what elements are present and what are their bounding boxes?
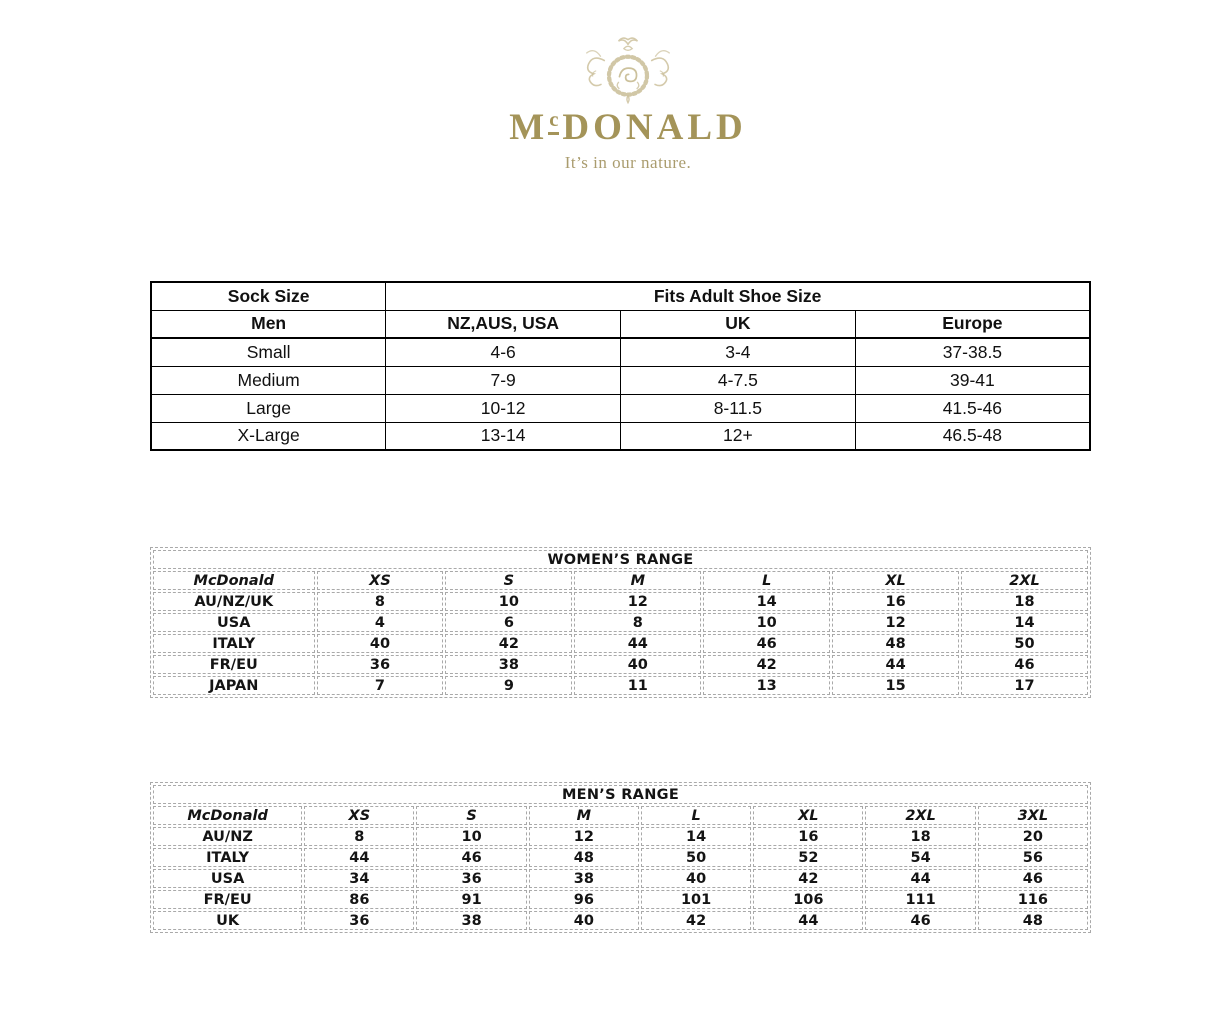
size-column-header: XL — [832, 571, 959, 590]
size-value: 12 — [832, 613, 959, 632]
size-value: 13 — [703, 676, 830, 695]
size-column-header: 2XL — [961, 571, 1088, 590]
table-row — [153, 676, 1088, 695]
size-value: 36 — [416, 869, 526, 888]
size-value: 86 — [304, 890, 414, 909]
size-column-header: 2XL — [865, 806, 975, 825]
size-value: 7 — [317, 676, 444, 695]
sock-size-table — [150, 281, 1091, 451]
size-value: 41.5-46 — [855, 394, 1090, 422]
brand-wordmark — [37, 109, 1219, 146]
size-value: 12+ — [621, 422, 856, 450]
table-row — [153, 890, 1088, 909]
size-value: 42 — [703, 655, 830, 674]
row-label: Small — [151, 338, 386, 366]
row-label: AU/NZ — [153, 827, 302, 846]
size-value: 116 — [978, 890, 1088, 909]
size-value: 46.5-48 — [855, 422, 1090, 450]
table-row — [153, 911, 1088, 930]
size-value: 96 — [529, 890, 639, 909]
fits-adult-shoe-size-header: Fits Adult Shoe Size — [386, 282, 1090, 310]
size-value: 46 — [961, 655, 1088, 674]
table-row — [151, 338, 1090, 366]
size-value: 40 — [529, 911, 639, 930]
size-value: 36 — [304, 911, 414, 930]
size-value: 14 — [703, 592, 830, 611]
mens-range-title: MEN’S RANGE — [153, 785, 1088, 804]
size-value: 106 — [753, 890, 863, 909]
size-value: 12 — [574, 592, 701, 611]
size-column-header: XL — [753, 806, 863, 825]
size-value: 44 — [832, 655, 959, 674]
size-value: 18 — [961, 592, 1088, 611]
mens-title-row — [153, 785, 1088, 804]
size-value: 8 — [317, 592, 444, 611]
mens-table-body — [153, 827, 1088, 930]
size-value: 10 — [416, 827, 526, 846]
size-value: 39-41 — [855, 366, 1090, 394]
row-label: JAPAN — [153, 676, 315, 695]
size-value: 20 — [978, 827, 1088, 846]
size-value: 15 — [832, 676, 959, 695]
womens-size-header-row — [153, 571, 1088, 590]
brand-letter-m: M — [509, 107, 549, 148]
size-value: 37-38.5 — [855, 338, 1090, 366]
row-label: ITALY — [153, 634, 315, 653]
sock-size-header: Sock Size — [151, 282, 386, 310]
size-value: 11 — [574, 676, 701, 695]
size-value: 42 — [445, 634, 572, 653]
size-value: 40 — [317, 634, 444, 653]
size-value: 8 — [574, 613, 701, 632]
size-value: 14 — [961, 613, 1088, 632]
row-label: FR/EU — [153, 655, 315, 674]
uk-header: UK — [621, 310, 856, 338]
size-value: 4-6 — [386, 338, 621, 366]
row-label: UK — [153, 911, 302, 930]
size-value: 40 — [574, 655, 701, 674]
size-column-header: L — [641, 806, 751, 825]
size-value: 42 — [641, 911, 751, 930]
size-value: 4-7.5 — [621, 366, 856, 394]
table-row — [153, 592, 1088, 611]
size-value: 4 — [317, 613, 444, 632]
size-value: 48 — [529, 848, 639, 867]
brand-logo — [37, 33, 1219, 173]
sock-table-body — [151, 338, 1090, 450]
row-label: FR/EU — [153, 890, 302, 909]
row-label: Medium — [151, 366, 386, 394]
size-value: 56 — [978, 848, 1088, 867]
size-value: 46 — [703, 634, 830, 653]
womens-table-body — [153, 592, 1088, 695]
size-value: 16 — [753, 827, 863, 846]
size-column-header: XS — [317, 571, 444, 590]
size-value: 46 — [865, 911, 975, 930]
size-value: 101 — [641, 890, 751, 909]
size-column-header: L — [703, 571, 830, 590]
table-row — [153, 655, 1088, 674]
size-value: 44 — [865, 869, 975, 888]
size-value: 13-14 — [386, 422, 621, 450]
size-value: 10-12 — [386, 394, 621, 422]
size-value: 7-9 — [386, 366, 621, 394]
table-row — [151, 394, 1090, 422]
table-row — [153, 634, 1088, 653]
size-value: 111 — [865, 890, 975, 909]
size-value: 6 — [445, 613, 572, 632]
womens-title-row — [153, 550, 1088, 569]
size-column-header: M — [574, 571, 701, 590]
size-value: 9 — [445, 676, 572, 695]
size-value: 14 — [641, 827, 751, 846]
table-row — [151, 366, 1090, 394]
size-value: 54 — [865, 848, 975, 867]
table-row — [153, 848, 1088, 867]
brand-letter-c-superscript: c — [548, 110, 559, 135]
size-value: 50 — [641, 848, 751, 867]
size-value: 3-4 — [621, 338, 856, 366]
size-value: 17 — [961, 676, 1088, 695]
size-column-header: XS — [304, 806, 414, 825]
row-label: USA — [153, 613, 315, 632]
size-column-header: M — [529, 806, 639, 825]
size-value: 8-11.5 — [621, 394, 856, 422]
table-row — [153, 869, 1088, 888]
brand-name-rest: DONALD — [562, 107, 747, 148]
mens-range-table — [150, 782, 1091, 933]
size-value: 16 — [832, 592, 959, 611]
size-value: 42 — [753, 869, 863, 888]
row-label: X-Large — [151, 422, 386, 450]
size-value: 91 — [416, 890, 526, 909]
size-value: 8 — [304, 827, 414, 846]
size-value: 46 — [416, 848, 526, 867]
row-label: AU/NZ/UK — [153, 592, 315, 611]
size-value: 44 — [753, 911, 863, 930]
size-value: 44 — [574, 634, 701, 653]
size-value: 46 — [978, 869, 1088, 888]
size-column-header: S — [445, 571, 572, 590]
size-value: 10 — [703, 613, 830, 632]
size-value: 34 — [304, 869, 414, 888]
crest-icon — [570, 33, 686, 107]
size-value: 10 — [445, 592, 572, 611]
size-value: 50 — [961, 634, 1088, 653]
size-value: 38 — [529, 869, 639, 888]
sock-table-header-row-2 — [151, 310, 1090, 338]
brand-column-header: McDonald — [153, 806, 302, 825]
brand-column-header: McDonald — [153, 571, 315, 590]
nz-aus-usa-header: NZ,AUS, USA — [386, 310, 621, 338]
size-value: 52 — [753, 848, 863, 867]
size-value: 18 — [865, 827, 975, 846]
men-header: Men — [151, 310, 386, 338]
size-value: 48 — [832, 634, 959, 653]
sock-table-header-row-1 — [151, 282, 1090, 310]
size-value: 38 — [416, 911, 526, 930]
size-column-header: 3XL — [978, 806, 1088, 825]
europe-header: Europe — [855, 310, 1090, 338]
size-value: 44 — [304, 848, 414, 867]
womens-range-table — [150, 547, 1091, 698]
size-column-header: S — [416, 806, 526, 825]
row-label: USA — [153, 869, 302, 888]
size-value: 48 — [978, 911, 1088, 930]
mens-size-header-row — [153, 806, 1088, 825]
row-label: Large — [151, 394, 386, 422]
row-label: ITALY — [153, 848, 302, 867]
size-value: 12 — [529, 827, 639, 846]
table-row — [153, 613, 1088, 632]
size-value: 40 — [641, 869, 751, 888]
womens-range-title: WOMEN’S RANGE — [153, 550, 1088, 569]
brand-tagline: It’s in our nature. — [564, 153, 692, 172]
table-row — [151, 422, 1090, 450]
table-row — [153, 827, 1088, 846]
size-value: 38 — [445, 655, 572, 674]
size-value: 36 — [317, 655, 444, 674]
